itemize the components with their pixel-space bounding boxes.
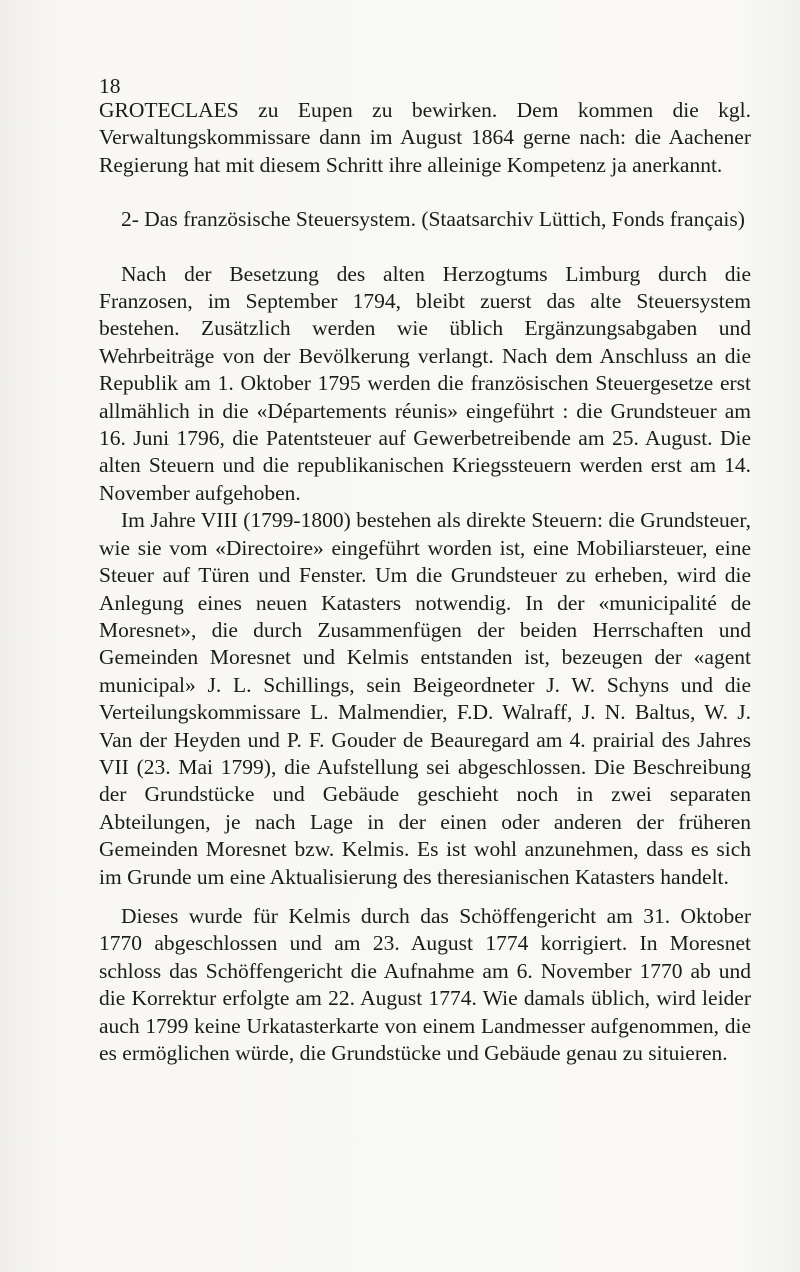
paragraph-year-viii: Im Jahre VIII (1799-1800) bestehen als direkte Steuern: die Grundsteuer, wie sie vom «Directoire» eingeführt worden ist, eine Mobiliarsteuer, eine Steuer auf Türen und Fenster. Um die Grundsteuer zu erheben, wird die Anlegung eines neuen Katasters notwendig. In der «municipalité de Moresnet», die durch Zusammenfügen der beiden Herrschaften und Gemeinden Moresnet und Kelmis entstanden ist, bezeugen der «agent municipal» J. L. Schillings, sein Beigeordneter J. W. Schyns und die Verteilungskommissare L. Malmendier, F.D. Walraff, J. N. Baltus, W. J. Van der Heyden und P. F. Gouder de Beauregard am 4. prairial des Jahres VII (23. Mai 1799), die Aufstellung sei abgeschlossen. Die Beschreibung der Grundstücke und Gebäude geschieht noch in zwei separaten Abteilungen, je nach Lage in der einen oder anderen der früheren Gemeinden Moresnet bzw. Kelmis. Es ist wohl anzunehmen, dass es sich im Grunde um eine Aktualisierung des theresianischen Katasters handelt. [99,508,751,889]
paragraph-gap [99,891,751,903]
page-number: 18 [99,74,121,98]
paragraph-continuation: GROTECLAES zu Eupen zu bewirken. Dem kommen die kgl. Verwaltungskommissare dann im August 1864 gerne nach: die Aachener Regierung hat mit diesem Schritt ihre alleinige Kompetenz ja anerkannt. [99,98,751,177]
text-block [99,66,751,1067]
section-heading: 2- Das französische Steuersystem. (Staatsarchiv Lüttich, Fonds français) [121,207,745,232]
paragraph-gap [99,179,751,206]
paragraph-gap [99,234,751,261]
paragraph-french-occupation: Nach der Besetzung des alten Herzogtums Limburg durch die Franzosen, im September 1794, bleibt zuerst das alte Steuersystem bestehen. Zusätzlich werden wie üblich Ergänzungsabgaben und Wehrbeiträge von der Bevölkerung verlangt. Nach dem Anschluss an die Republik am 1. Oktober 1795 werden die französischen Steuergesetze erst allmählich in die «Départements réunis» eingeführt : die Grundsteuer am 16. Juni 1796, die Patentsteuer auf Gewerbetreibende am 25. August. Die alten Steuern und die republikanischen Kriegssteuern werden erst am 14. November aufgehoben. [99,261,751,505]
paragraph-theresian-cadastre: Dieses wurde für Kelmis durch das Schöffengericht am 31. Oktober 1770 abgeschlossen und am 23. August 1774 korrigiert. In Moresnet schloss das Schöffengericht die Aufnahme am 6. November 1770 ab und die Korrektur erfolgte am 22. August 1774. Wie damals üblich, wird leider auch 1799 keine Urkatasterkarte von einem Landmesser aufgenommen, die es ermöglichen würde, die Grundstücke und Gebäude genau zu situieren. [99,903,751,1065]
